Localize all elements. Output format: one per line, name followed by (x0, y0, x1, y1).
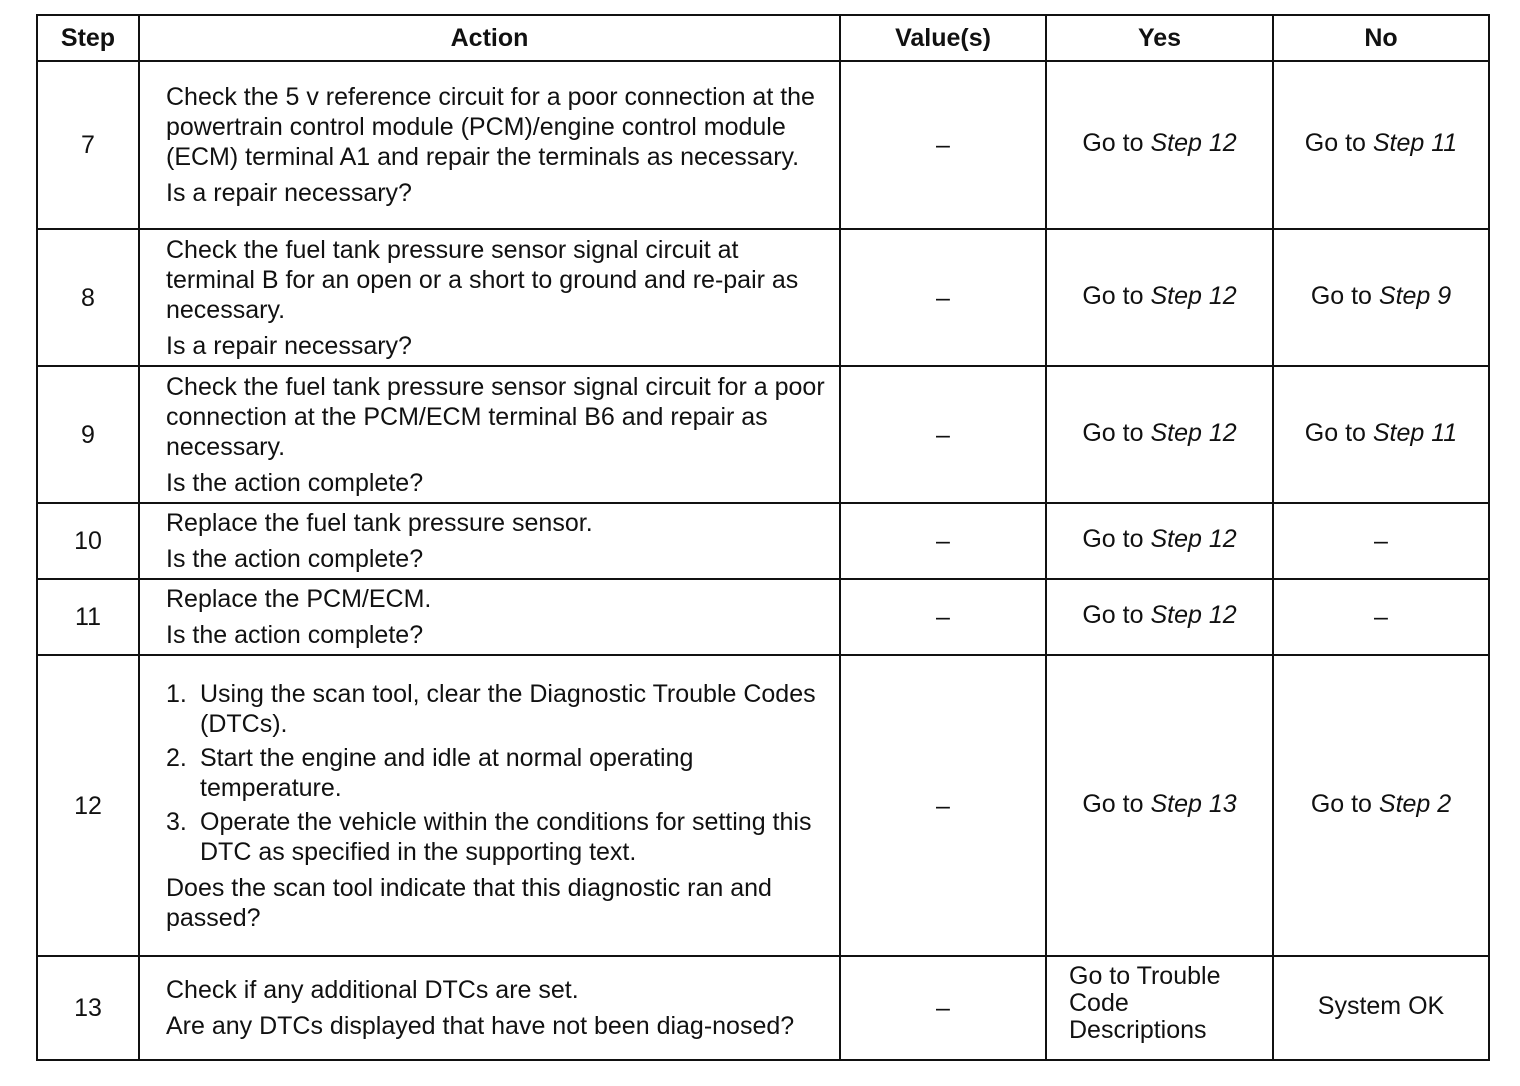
yes-cell[interactable] (1046, 956, 1273, 1060)
header-no: No (1273, 15, 1489, 61)
step-number: 10 (37, 503, 139, 579)
value-cell: – (840, 366, 1046, 503)
no-prefix: Go to (1304, 418, 1373, 447)
substep-list (166, 679, 829, 867)
no-cell: – (1273, 579, 1489, 655)
yes-step-link[interactable]: Step 13 (1150, 789, 1237, 818)
yes-line: Code (1069, 989, 1129, 1017)
substep-text: Start the engine and idle at normal operating temperature. (200, 743, 694, 802)
no-prefix: Go to (1310, 789, 1379, 818)
no-step-link[interactable]: Step 2 (1378, 789, 1452, 818)
substep-item (166, 807, 829, 867)
no-cell: System OK (1273, 956, 1489, 1060)
yes-step-link[interactable]: Step 12 (1150, 601, 1237, 629)
table-row (37, 956, 1489, 1060)
value-cell: – (840, 579, 1046, 655)
yes-cell (1046, 579, 1273, 655)
action-question: Are any DTCs displayed that have not been diag-nosed? (166, 1012, 795, 1040)
yes-prefix: Go to (1082, 418, 1151, 447)
table-row (37, 229, 1489, 366)
action-question: Is a repair necessary? (166, 331, 412, 360)
yes-prefix: Go to (1082, 129, 1151, 157)
diagnostic-table (36, 14, 1490, 1061)
action-question: Is the action complete? (166, 468, 424, 497)
table-row (37, 655, 1489, 956)
yes-step-link[interactable]: Step 12 (1150, 525, 1237, 553)
action-cell (139, 579, 840, 655)
action-text: Replace the PCM/ECM. (166, 585, 432, 613)
value-cell: – (840, 956, 1046, 1060)
yes-step-link[interactable]: Step 12 (1150, 418, 1237, 447)
substep-text: Operate the vehicle within the conditions for setting this DTC as specified in the supporting text. (200, 807, 812, 866)
header-action: Action (139, 15, 840, 61)
action-text: Check if any additional DTCs are set. (166, 976, 579, 1004)
no-prefix: Go to (1310, 281, 1379, 310)
no-step-link[interactable]: Step 9 (1378, 281, 1452, 310)
yes-prefix: Go to (1082, 281, 1151, 310)
header-values: Value(s) (840, 15, 1046, 61)
action-cell (139, 61, 840, 229)
yes-prefix: Go to (1082, 789, 1151, 818)
action-cell (139, 956, 840, 1060)
action-cell (139, 229, 840, 366)
yes-cell (1046, 503, 1273, 579)
action-text: Check the fuel tank pressure sensor signal circuit for a poor connection at the PCM/ECM terminal B6 and repair as necessary. (166, 372, 825, 461)
table-row (37, 579, 1489, 655)
substep-item (166, 743, 829, 803)
yes-step-link[interactable]: Step 12 (1150, 281, 1237, 310)
action-cell (139, 366, 840, 503)
value-cell: – (840, 655, 1046, 956)
step-number: 9 (37, 366, 139, 503)
action-text: Replace the fuel tank pressure sensor. (166, 509, 593, 537)
step-number: 7 (37, 61, 139, 229)
step-number: 12 (37, 655, 139, 956)
no-step-link[interactable]: Step 11 (1372, 418, 1458, 447)
action-question: Is the action complete? (166, 545, 424, 573)
yes-prefix: Go to (1082, 525, 1151, 553)
table-row (37, 503, 1489, 579)
substep-text: Using the scan tool, clear the Diagnostic Trouble Codes (DTCs). (200, 679, 816, 738)
yes-cell (1046, 655, 1273, 956)
substep-item (166, 679, 829, 739)
action-cell (139, 655, 840, 956)
no-cell (1273, 229, 1489, 366)
action-text: Check the 5 v reference circuit for a poor connection at the powertrain control module (PCM)/engine control module (ECM) terminal A1 and repair the terminals as necessary. (166, 83, 815, 171)
yes-line: Go to Trouble (1069, 962, 1221, 990)
step-number: 13 (37, 956, 139, 1060)
table-row (37, 61, 1489, 229)
header-step: Step (37, 15, 139, 61)
no-cell (1273, 655, 1489, 956)
value-cell: – (840, 229, 1046, 366)
yes-cell (1046, 229, 1273, 366)
header-row (37, 15, 1489, 61)
substep-number: 1. (166, 679, 187, 708)
action-text: Check the fuel tank pressure sensor signal circuit at terminal B for an open or a short to ground and re-pair as necessary. (166, 235, 799, 324)
value-cell: – (840, 503, 1046, 579)
header-yes: Yes (1046, 15, 1273, 61)
yes-cell (1046, 366, 1273, 503)
no-cell (1273, 61, 1489, 229)
yes-cell (1046, 61, 1273, 229)
action-question: Is a repair necessary? (166, 179, 412, 207)
no-cell (1273, 366, 1489, 503)
table-row (37, 366, 1489, 503)
no-step-link[interactable]: Step 11 (1372, 129, 1458, 157)
substep-number: 2. (166, 743, 187, 772)
yes-prefix: Go to (1082, 601, 1151, 629)
step-number: 8 (37, 229, 139, 366)
action-cell (139, 503, 840, 579)
value-cell: – (840, 61, 1046, 229)
no-cell: – (1273, 503, 1489, 579)
step-number: 11 (37, 579, 139, 655)
substep-number: 3. (166, 807, 187, 836)
action-question: Is the action complete? (166, 621, 424, 649)
no-prefix: Go to (1304, 129, 1373, 157)
yes-line: Descriptions (1069, 1016, 1207, 1044)
yes-step-link[interactable]: Step 12 (1150, 129, 1237, 157)
action-question: Does the scan tool indicate that this diagnostic ran and passed? (166, 873, 772, 932)
